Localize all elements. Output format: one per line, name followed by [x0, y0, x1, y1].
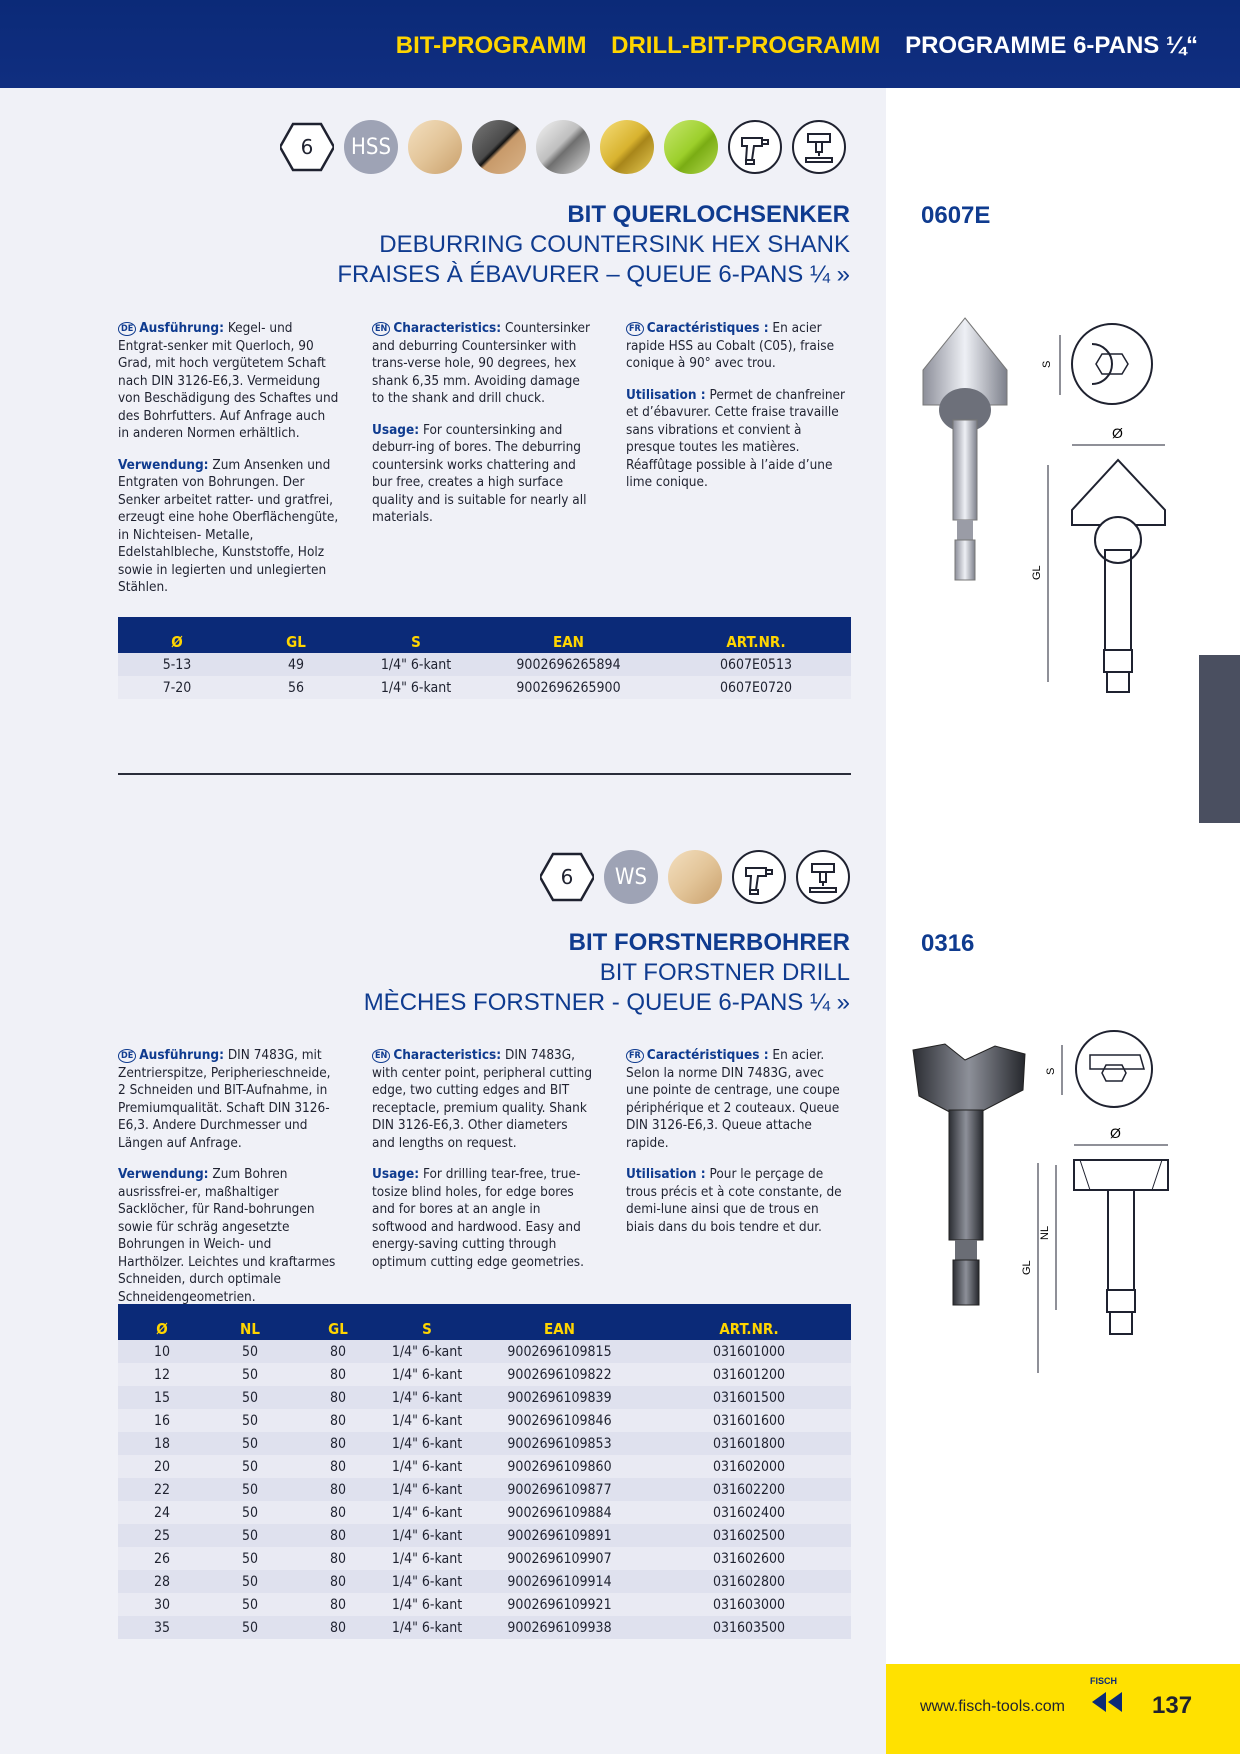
table-cell: 80: [294, 1501, 382, 1524]
table-cell: 25: [118, 1524, 206, 1547]
table-cell: 50: [206, 1501, 294, 1524]
forstner-photo: [905, 1040, 1035, 1320]
table-cell: 9002696109853: [472, 1432, 647, 1455]
hex-6-icon: [540, 850, 594, 904]
table-cell: 1/4" 6-kant: [382, 1432, 472, 1455]
drawing-nl-label: NL: [1039, 1225, 1051, 1240]
product2-desc-en: [372, 1047, 594, 1285]
countersink-drawing: [1020, 310, 1170, 710]
table-cell: 80: [294, 1363, 382, 1386]
table-cell: 80: [294, 1593, 382, 1616]
table-cell: 28: [118, 1570, 206, 1593]
table-cell: 1/4" 6-kant: [382, 1547, 472, 1570]
table-cell: 031602000: [647, 1455, 851, 1478]
table-cell: 80: [294, 1386, 382, 1409]
table-cell: 35: [118, 1616, 206, 1639]
table-cell: 9002696109921: [472, 1593, 647, 1616]
de-flag-icon: DE: [118, 322, 136, 336]
countersink-photo: [915, 310, 1015, 590]
table-cell: 18: [118, 1432, 206, 1455]
logo-text: FISCH: [1090, 1676, 1117, 1686]
col-ean: EAN: [476, 617, 661, 653]
exec-text: DIN 7483G, mit Zentrierspitze, Peripherieschneide, 2 Schneiden und BIT-Aufnahme, in Premiumqualität. Schaft DIN 3126-E6,3. Andere Durchmesser und Längen auf Anfrage.: [118, 1047, 331, 1151]
table-cell: 50: [206, 1593, 294, 1616]
table-cell: 12: [118, 1363, 206, 1386]
table-cell: 20: [118, 1455, 206, 1478]
product2-heading: [364, 928, 850, 1018]
table-cell: 9002696265894: [476, 653, 661, 676]
table-cell: 1/4" 6-kant: [382, 1501, 472, 1524]
table-cell: 80: [294, 1524, 382, 1547]
table-cell: 9002696109877: [472, 1478, 647, 1501]
table-cell: 50: [206, 1478, 294, 1501]
drill-press-icon: [792, 120, 846, 174]
table-cell: 49: [236, 653, 356, 676]
col-artnr: ART.NR.: [661, 617, 851, 653]
page-footer: [886, 1664, 1240, 1754]
col-ean: EAN: [472, 1304, 647, 1340]
table-cell: 031602500: [647, 1524, 851, 1547]
header-title-fr: PROGRAMME 6-PANS ¼“: [905, 32, 1198, 59]
table-cell: 0607E0720: [661, 676, 851, 699]
fisch-logo-icon: [1086, 1676, 1130, 1720]
product1-icon-row: [280, 120, 846, 174]
page-number: 137: [1152, 1692, 1193, 1719]
table-row: [118, 1593, 851, 1616]
table-cell: 9002696109815: [472, 1340, 647, 1363]
drawing-gl-label: GL: [1021, 1260, 1033, 1275]
header-titles: [378, 32, 1198, 60]
use-label: Usage:: [372, 421, 420, 438]
exec-text: Countersinker and deburring Countersinker with trans-verse hole, 90 degrees, hex shank 6,35 mm. Avoiding damage to the shank and drill chuck.: [372, 320, 590, 406]
green-material-icon: [664, 120, 718, 174]
table-row: [118, 1547, 851, 1570]
table-cell: 50: [206, 1386, 294, 1409]
cordless-drill-icon: [732, 850, 786, 904]
table-cell: 80: [294, 1616, 382, 1639]
table-cell: 50: [206, 1409, 294, 1432]
use-label: Verwendung:: [118, 456, 209, 473]
col-nl: NL: [206, 1304, 294, 1340]
table-cell: 031602200: [647, 1478, 851, 1501]
table-row: [118, 676, 851, 699]
page-header: [0, 0, 1240, 88]
table-cell: 9002696109914: [472, 1570, 647, 1593]
table-row: [118, 1409, 851, 1432]
table-cell: 031601800: [647, 1432, 851, 1455]
table-cell: 1/4" 6-kant: [382, 1570, 472, 1593]
en-flag-icon: EN: [372, 1049, 390, 1063]
use-label: Utilisation :: [626, 1166, 706, 1182]
table-cell: 50: [206, 1455, 294, 1478]
drawing-s-label: S: [1041, 360, 1053, 368]
hex-6-label: 6: [300, 135, 314, 159]
product2-title-de: BIT FORSTNERBOHRER: [568, 929, 850, 956]
product1-heading: [337, 200, 850, 290]
table-row: [118, 1616, 851, 1639]
table-row: [118, 1363, 851, 1386]
table-cell: 1/4" 6-kant: [382, 1386, 472, 1409]
table-cell: 24: [118, 1501, 206, 1524]
product1-title-de: BIT QUERLOCHSENKER: [567, 201, 850, 228]
col-gl: GL: [236, 617, 356, 653]
exec-label: Caractéristiques :: [646, 1047, 769, 1063]
table-row: [118, 1432, 851, 1455]
table-cell: 9002696265900: [476, 676, 661, 699]
table-cell: 9002696109884: [472, 1501, 647, 1524]
table-cell: 50: [206, 1432, 294, 1455]
product2-title-fr: MÈCHES FORSTNER - QUEUE 6-PANS ¼ »: [363, 989, 850, 1016]
drill-press-icon: [796, 850, 850, 904]
table-cell: 22: [118, 1478, 206, 1501]
col-artnr: ART.NR.: [647, 1304, 851, 1340]
table-row: [118, 1340, 851, 1363]
exec-text: Kegel- und Entgrat-senker mit Querloch, 90 Grad, mit hoch vergütetem Schaft nach DIN 3126-E6,3. Vermeidung von Beschädigung des Schaftes und des Bohrfutters. Auf Anfrage auch in anderen Normen erhältlich.: [118, 320, 339, 441]
exec-label: Characteristics:: [393, 320, 502, 336]
table-cell: 9002696109938: [472, 1616, 647, 1639]
col-s: S: [382, 1304, 472, 1340]
table-cell: 9002696109822: [472, 1363, 647, 1386]
use-label: Utilisation :: [626, 386, 706, 403]
col-diameter: Ø: [118, 1304, 206, 1340]
table-cell: 15: [118, 1386, 206, 1409]
table-cell: 10: [118, 1340, 206, 1363]
product1-desc-de: [118, 320, 340, 611]
table-cell: 80: [294, 1478, 382, 1501]
wood-material-icon: [668, 850, 722, 904]
table-cell: 80: [294, 1432, 382, 1455]
table-cell: 1/4" 6-kant: [382, 1593, 472, 1616]
use-label: Verwendung:: [118, 1166, 209, 1182]
table-cell: 80: [294, 1455, 382, 1478]
table-cell: 1/4" 6-kant: [382, 1455, 472, 1478]
table-cell: 50: [206, 1524, 294, 1547]
table-cell: 56: [236, 676, 356, 699]
table-cell: 1/4" 6-kant: [382, 1340, 472, 1363]
table-cell: 1/4" 6-kant: [382, 1524, 472, 1547]
gold-material-icon: [600, 120, 654, 174]
table-cell: 50: [206, 1547, 294, 1570]
header-title-de: BIT-PROGRAMM: [395, 32, 587, 59]
drawing-s-label: S: [1045, 1067, 1057, 1075]
product1-article-number: 0607E: [921, 202, 991, 229]
product2-desc-fr: [626, 1047, 848, 1250]
product1-title-fr: FRAISES À ÉBAVURER – QUEUE 6-PANS ¼ »: [337, 261, 850, 288]
use-text: Zum Ansenken und Entgraten von Bohrungen. Der Senker arbeitet ratter- und gratfrei, erzeugt eine hohe Oberflächengüte, in Nichteisen- Metalle, Edelstahlbleche, Kunststoffe, Holz sowie in legierten und unlegierten Stählen.: [118, 456, 339, 595]
table-cell: 1/4" 6-kant: [356, 676, 476, 699]
product1-spec-table: [118, 617, 851, 699]
product1-desc-fr: [626, 320, 848, 506]
table-cell: 5-13: [118, 653, 236, 676]
website-link[interactable]: www.fisch-tools.com: [920, 1698, 1065, 1715]
table-cell: 50: [206, 1616, 294, 1639]
table-cell: 9002696109860: [472, 1455, 647, 1478]
table-cell: 9002696109839: [472, 1386, 647, 1409]
chapter-tab[interactable]: [1199, 655, 1240, 823]
col-gl: GL: [294, 1304, 382, 1340]
hex-6-icon: [280, 120, 334, 174]
table-row: [118, 1570, 851, 1593]
table-cell: 30: [118, 1593, 206, 1616]
use-text: Zum Bohren ausrissfrei-er, maßhaltiger Sacklöcher, für Rand-bohrungen sowie für schräg angesetzte Bohrungen in Weich- und Harthölzer. Leichtes und kraftarmes Schneiden, durch optimale Schneidengeometrien.: [118, 1166, 336, 1305]
table-row: [118, 1524, 851, 1547]
table-cell: 1/4" 6-kant: [382, 1363, 472, 1386]
table-cell: 80: [294, 1547, 382, 1570]
fr-flag-icon: FR: [626, 1049, 644, 1063]
table-cell: 1/4" 6-kant: [356, 653, 476, 676]
table-row: [118, 653, 851, 676]
table-cell: 031602600: [647, 1547, 851, 1570]
exec-label: Caractéristiques :: [646, 320, 769, 336]
col-diameter: Ø: [118, 617, 236, 653]
table-cell: 7-20: [118, 676, 236, 699]
section-divider: [118, 773, 851, 775]
product2-article-number: 0316: [921, 930, 975, 957]
product1-desc-en: [372, 320, 594, 541]
exec-text: En acier rapide HSS au Cobalt (C05), fraise conique à 90° avec trou.: [626, 320, 835, 371]
fr-flag-icon: FR: [626, 322, 644, 336]
table-cell: 26: [118, 1547, 206, 1570]
en-flag-icon: EN: [372, 322, 390, 336]
table-cell: 1/4" 6-kant: [382, 1616, 472, 1639]
table-cell: 0607E0513: [661, 653, 851, 676]
product2-icon-row: [540, 850, 850, 904]
exec-label: Characteristics:: [393, 1047, 502, 1063]
table-cell: 9002696109891: [472, 1524, 647, 1547]
table-cell: 9002696109846: [472, 1409, 647, 1432]
de-flag-icon: DE: [118, 1049, 136, 1063]
use-text: For drilling tear-free, true-tosize blind holes, for edge bores and for bores at an angle in softwood and hardwood. Easy and energy-saving cutting through optimum cutting edge geometries.: [372, 1166, 584, 1270]
exec-text: DIN 7483G, with center point, peripheral cutting edge, two cutting edges and BIT receptacle, premium quality. Shank DIN 3126-E6,3. Other diameters and lengths on request.: [372, 1047, 593, 1151]
col-s: S: [356, 617, 476, 653]
table-cell: 50: [206, 1363, 294, 1386]
table-cell: 9002696109907: [472, 1547, 647, 1570]
ws-icon: WS: [604, 850, 658, 904]
drawing-diameter-label: Ø: [1110, 1125, 1121, 1141]
table-cell: 031602400: [647, 1501, 851, 1524]
cordless-drill-icon: [728, 120, 782, 174]
table-cell: 031603000: [647, 1593, 851, 1616]
exec-label: Ausführung:: [139, 1047, 224, 1063]
table-row: [118, 1455, 851, 1478]
table-cell: 031601000: [647, 1340, 851, 1363]
exec-text: En acier. Selon la norme DIN 7483G, avec une pointe de centrage, une coupe périphérique et 2 couteaux. Queue DIN 3126-E6,3. Queue attache rapide.: [626, 1047, 840, 1151]
hex-6-label: 6: [560, 865, 574, 889]
table-cell: 031601600: [647, 1409, 851, 1432]
use-text: Pour le perçage de trous précis et à cote constante, de demi-lune ainsi que de trous en biais dans du bois tendre et dur.: [626, 1166, 842, 1235]
product2-spec-table: [118, 1304, 851, 1639]
exec-label: Ausführung:: [139, 320, 224, 336]
table-cell: 50: [206, 1340, 294, 1363]
table-cell: 50: [206, 1570, 294, 1593]
product2-title-en: BIT FORSTNER DRILL: [599, 959, 850, 986]
wood-material-icon: [408, 120, 462, 174]
use-label: Usage:: [372, 1166, 420, 1182]
table-cell: 1/4" 6-kant: [382, 1409, 472, 1432]
table-cell: 16: [118, 1409, 206, 1432]
table-cell: 1/4" 6-kant: [382, 1478, 472, 1501]
table-cell: 031603500: [647, 1616, 851, 1639]
table-cell: 80: [294, 1570, 382, 1593]
drawing-diameter-label: Ø: [1112, 425, 1123, 441]
steel-material-icon: [536, 120, 590, 174]
product1-title-en: DEBURRING COUNTERSINK HEX SHANK: [379, 231, 850, 258]
header-title-en: DRILL-BIT-PROGRAMM: [611, 32, 881, 59]
table-cell: 031601200: [647, 1363, 851, 1386]
table-row: [118, 1478, 851, 1501]
forstner-drawing: [1020, 1025, 1170, 1385]
use-text: Permet de chanfreiner et d’ébavurer. Cette fraise travaille sans vibrations et convient à presque toutes les matières. Réaffûtage possible à l’aide d’une lime conique.: [626, 386, 846, 490]
table-cell: 80: [294, 1409, 382, 1432]
product2-desc-de: [118, 1047, 340, 1320]
table-row: [118, 1501, 851, 1524]
table-row: [118, 1386, 851, 1409]
drawing-gl-label: GL: [1031, 565, 1043, 580]
table-cell: 031601500: [647, 1386, 851, 1409]
table-cell: 80: [294, 1340, 382, 1363]
table-cell: 031602800: [647, 1570, 851, 1593]
hss-icon: HSS: [344, 120, 398, 174]
dark-material-icon: [472, 120, 526, 174]
use-text: For countersinking and deburr-ing of bores. The deburring countersink works chattering and bur free, creates a high surface quality and is suitable for nearly all materials.: [372, 421, 587, 525]
